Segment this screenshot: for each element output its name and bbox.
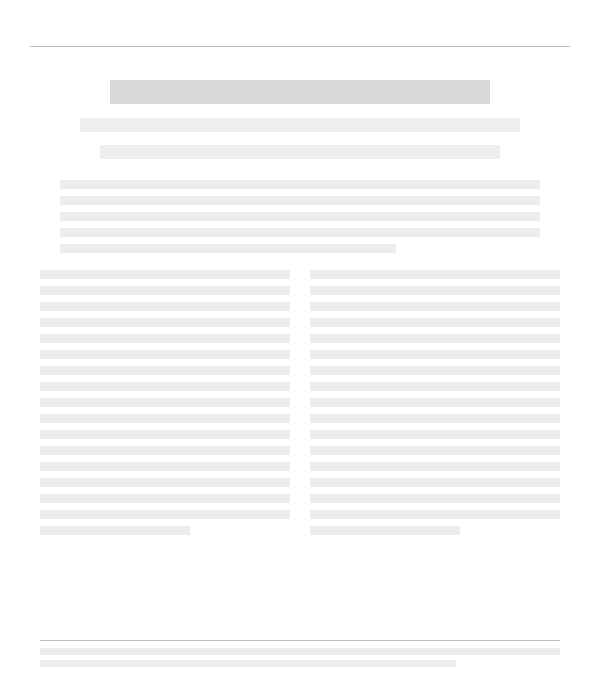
text-line xyxy=(40,350,290,359)
text-line xyxy=(60,196,540,205)
text-line xyxy=(310,286,560,295)
text-line xyxy=(60,212,540,221)
text-line xyxy=(310,478,560,487)
text-line xyxy=(40,270,290,279)
text-line xyxy=(40,382,290,391)
text-line xyxy=(60,180,540,189)
text-line xyxy=(310,270,560,279)
text-line xyxy=(310,526,460,535)
right-column xyxy=(310,270,560,542)
abstract-block xyxy=(60,180,540,260)
text-line xyxy=(40,366,290,375)
text-line xyxy=(40,462,290,471)
text-line xyxy=(40,318,290,327)
text-line xyxy=(40,414,290,423)
text-line xyxy=(40,286,290,295)
text-line xyxy=(310,318,560,327)
text-line xyxy=(310,510,560,519)
text-line xyxy=(40,446,290,455)
text-line xyxy=(60,244,396,253)
text-line xyxy=(310,446,560,455)
text-line xyxy=(40,494,290,503)
text-line xyxy=(40,302,290,311)
text-line xyxy=(40,398,290,407)
footnote-block xyxy=(40,648,560,672)
text-line xyxy=(310,302,560,311)
text-line xyxy=(310,494,560,503)
title-placeholder xyxy=(110,80,490,104)
authors-placeholder xyxy=(80,118,520,132)
text-line xyxy=(310,334,560,343)
text-line xyxy=(40,334,290,343)
text-line xyxy=(40,660,456,667)
left-column xyxy=(40,270,290,542)
footnote-rule xyxy=(40,640,560,641)
text-line xyxy=(40,478,290,487)
text-line xyxy=(310,430,560,439)
text-line xyxy=(310,366,560,375)
text-line xyxy=(310,382,560,391)
affiliation-placeholder xyxy=(100,145,500,159)
text-line xyxy=(40,648,560,655)
text-line xyxy=(310,462,560,471)
text-line xyxy=(310,414,560,423)
header-rule-top xyxy=(30,46,570,47)
text-line xyxy=(40,510,290,519)
text-line xyxy=(60,228,540,237)
text-line xyxy=(40,430,290,439)
text-line xyxy=(310,398,560,407)
text-line xyxy=(40,526,190,535)
text-line xyxy=(310,350,560,359)
